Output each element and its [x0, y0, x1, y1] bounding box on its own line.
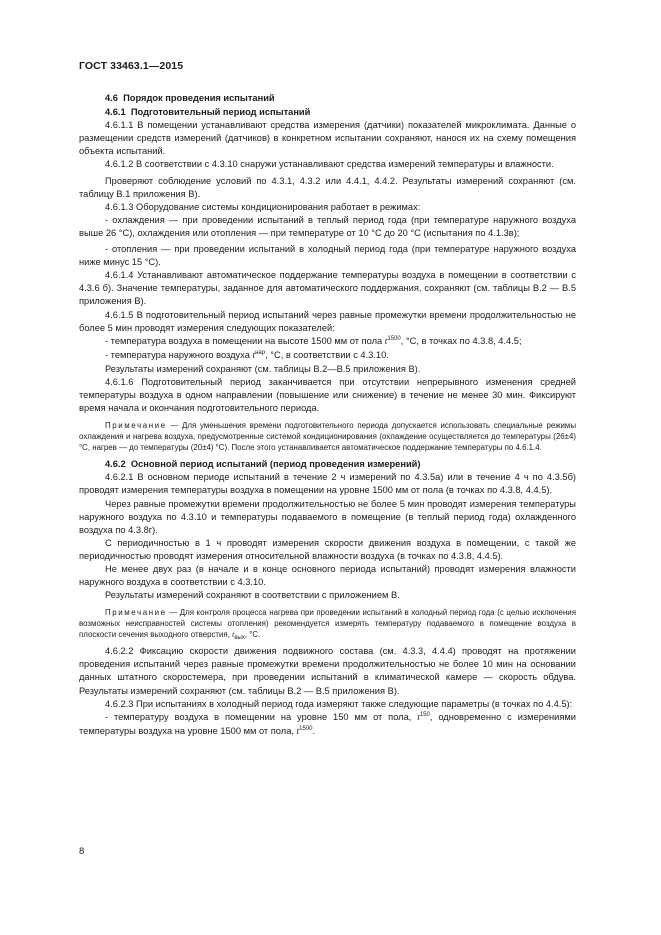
text-fragment: - температуру воздуха в помещении на уровне 150 мм от пола,	[105, 711, 412, 722]
section-number: 4.6	[105, 93, 118, 103]
subsection-2-title: Основной период испытаний (период проведения измерений)	[130, 459, 421, 470]
paragraph-4-6-2-3: 4.6.2.3 При испытаниях в холодный период года измеряют также следующие параметры (в точках по 4.4.5):	[105, 698, 573, 709]
paragraph-4-6-2-1-d: Не менее двух раз (в начале и в конце основного периода испытаний) проводят измерения влажности наружного воздуха в соответствии с 4.3.10.	[79, 564, 576, 588]
paragraph-4-6-2-1-b: Через равные промежутки времени продолжительностью не более 5 мин проводят измерения температуры наружного воздуха по 4.3.10 и температуры подаваемого в помещение (в теплый период года) охлажденного воздуха по 4.3.8г).	[79, 498, 576, 535]
paragraph-4-6-2-2: 4.6.2.2 Фиксацию скорости движения подвижного состава (см. 4.3.3, 4.4.4) проводят на протяжении проведения испытаний через равные промежутки времени продолжительностью не более 10 мин на основании данных штатного скоростемера, при проведении испытаний в климатической камере — скорость обдува. Результаты измерений сохраняют (см. таблицы В.2 — В.5 приложения В).	[79, 646, 576, 696]
list-item-heating: - отопления — при проведении испытаний в холодный период года (при температуре наружного воздуха ниже минус 15 °С).	[79, 244, 576, 268]
text-fragment: , °С.	[244, 630, 261, 640]
list-item-cooling: - охлаждения — при проведении испытаний в теплый период года (при температуре наружного воздуха выше 26 °С), охлаждения или отопления — при температуре от 10 °С до 20 °С (испытания по 4.1.3в);	[79, 214, 576, 238]
symbol-superscript: нар	[255, 349, 266, 356]
symbol-superscript: 1500	[299, 725, 313, 732]
paragraph-4-6-2-1: 4.6.2.1 В основном периоде испытаний в течение 2 ч измерений по 4.3.5а) или в течение 4 ч по 4.3.5б) проводят измерения температуры воздуха в помещении на уровне 1500 мм от пола (в точках по 4.3.8, 4.4.5).	[79, 472, 576, 496]
paragraph-4-6-1-5: 4.6.1.5 В подготовительный период испытаний через равные промежутки времени продолжительностью не более 5 мин проводят измерения следующих показателей:	[79, 309, 576, 333]
symbol-t: t	[252, 350, 256, 361]
symbol-superscript: 1500	[387, 335, 401, 342]
text-fragment: - температура наружного воздуха	[105, 349, 250, 360]
document-code: ГОСТ 33463.1—2015	[79, 60, 184, 72]
subsection-heading-1	[79, 106, 576, 119]
symbol-t: t	[417, 712, 420, 723]
text-fragment: .	[312, 725, 316, 736]
paragraph-4-6-1-6: 4.6.1.6 Подготовительный период заканчивается при отсутствии непрерывного изменения средней температуры воздуха в одном направлении (повышение или снижение) в течение не менее 30 мин. Фиксируют время начала и окончания подготовительного периода.	[79, 376, 576, 414]
list-item-floor-temp	[79, 711, 576, 739]
paragraph-4-6-1-4: 4.6.1.4 Устанавливают автоматическое поддержание температуры воздуха в помещении в соответствии с 4.3.6 б). Значение температуры, заданное для автоматического поддержания, сохраняют (см. таблицы В.2 — В.5 приложения В).	[79, 270, 576, 307]
symbol-superscript: 150	[419, 711, 430, 718]
text-fragment: - температура воздуха в помещении на высоте 1500 мм от пола	[105, 335, 383, 346]
paragraph-4-6-1-2-b: Проверяют соблюдение условий по 4.3.1, 4.3.2 или 4.4.1, 4.4.2. Результаты измерений сохраняют (см. таблицу В.1 приложения В).	[79, 175, 576, 199]
paragraph-4-6-2-1-c: С периодичностью в 1 ч проводят измерения скорости движения воздуха в помещении, с такой же периодичностью проводят измерения относительной влажности воздуха (в точках по 4.3.8, 4.4.5).	[79, 537, 576, 561]
note-1	[79, 420, 576, 453]
subsection-1-number: 4.6.1	[105, 107, 126, 118]
paragraph-4-6-1-1: 4.6.1.1 В помещении устанавливают средства измерения (датчики) показателей микроклимата. Данные о размещении средств измерений (датчиков) в конкретном испытании сохраняют, нанося их на схему помещения объекта испытаний.	[79, 120, 576, 157]
paragraph-4-6-1-2: 4.6.1.2 В соответствии с 4.3.10 снаружи устанавливают средства измерений температуры и влажности.	[105, 159, 554, 170]
paragraph-results-saved: Результаты измерений сохраняют (см. таблицы В.2—В.5 приложения В).	[105, 363, 421, 374]
list-item-indoor-temp	[79, 335, 576, 349]
text-fragment: , одновременно с измерениями температуры воздуха на уровне 1500 мм от пола,	[79, 711, 576, 736]
text-fragment: , °С, в точках по 4.3.8, 4.4.5;	[400, 335, 522, 346]
note-2	[79, 607, 576, 640]
note-label: Примечание	[105, 421, 167, 431]
page-number: 8	[79, 846, 85, 857]
section-title: Порядок проведения испытаний	[123, 93, 275, 103]
subsection-2-number: 4.6.2	[105, 459, 126, 470]
section-heading	[79, 92, 576, 105]
paragraph-4-6-1-3: 4.6.1.3 Оборудование системы кондиционирования работает в режимах:	[105, 201, 421, 212]
text-fragment: , °С, в соответствии с 4.3.10.	[265, 349, 389, 360]
symbol-t: t	[232, 630, 235, 640]
note-text: — Для контроля процесса нагрева при проведении испытаний в холодный период года (с целью исключения возможных неисправностей системы отопления) рекомендуется измерять температуру подаваемого в помещение воздуха в плоскости сечения выходного отверстия,	[79, 608, 576, 640]
symbol-subscript: вых	[234, 635, 245, 642]
subsection-1-title: Подготовительный период испытаний	[130, 107, 311, 118]
subsection-heading-2	[79, 458, 576, 471]
paragraph-4-6-2-1-e: Результаты измерений сохраняют в соответствии с приложением В.	[105, 590, 400, 601]
list-item-outdoor-temp	[79, 349, 576, 363]
symbol-t: t	[384, 336, 388, 347]
symbol-t: t	[296, 726, 300, 737]
body-text	[79, 90, 576, 739]
note-text: — Для уменьшения времени подготовительного периода допускается использовать специальные режимы охлаждения и нагрева воздуха, предусмотренные системой кондиционирования (охлаждение осуществляется до температуры (26±4) °С, нагрев — до температуры (20±4) °С). После этого устанавливается автоматическое поддержание температуры по 4.6.1.4.	[79, 421, 576, 453]
note-label: Примечание	[105, 608, 167, 618]
